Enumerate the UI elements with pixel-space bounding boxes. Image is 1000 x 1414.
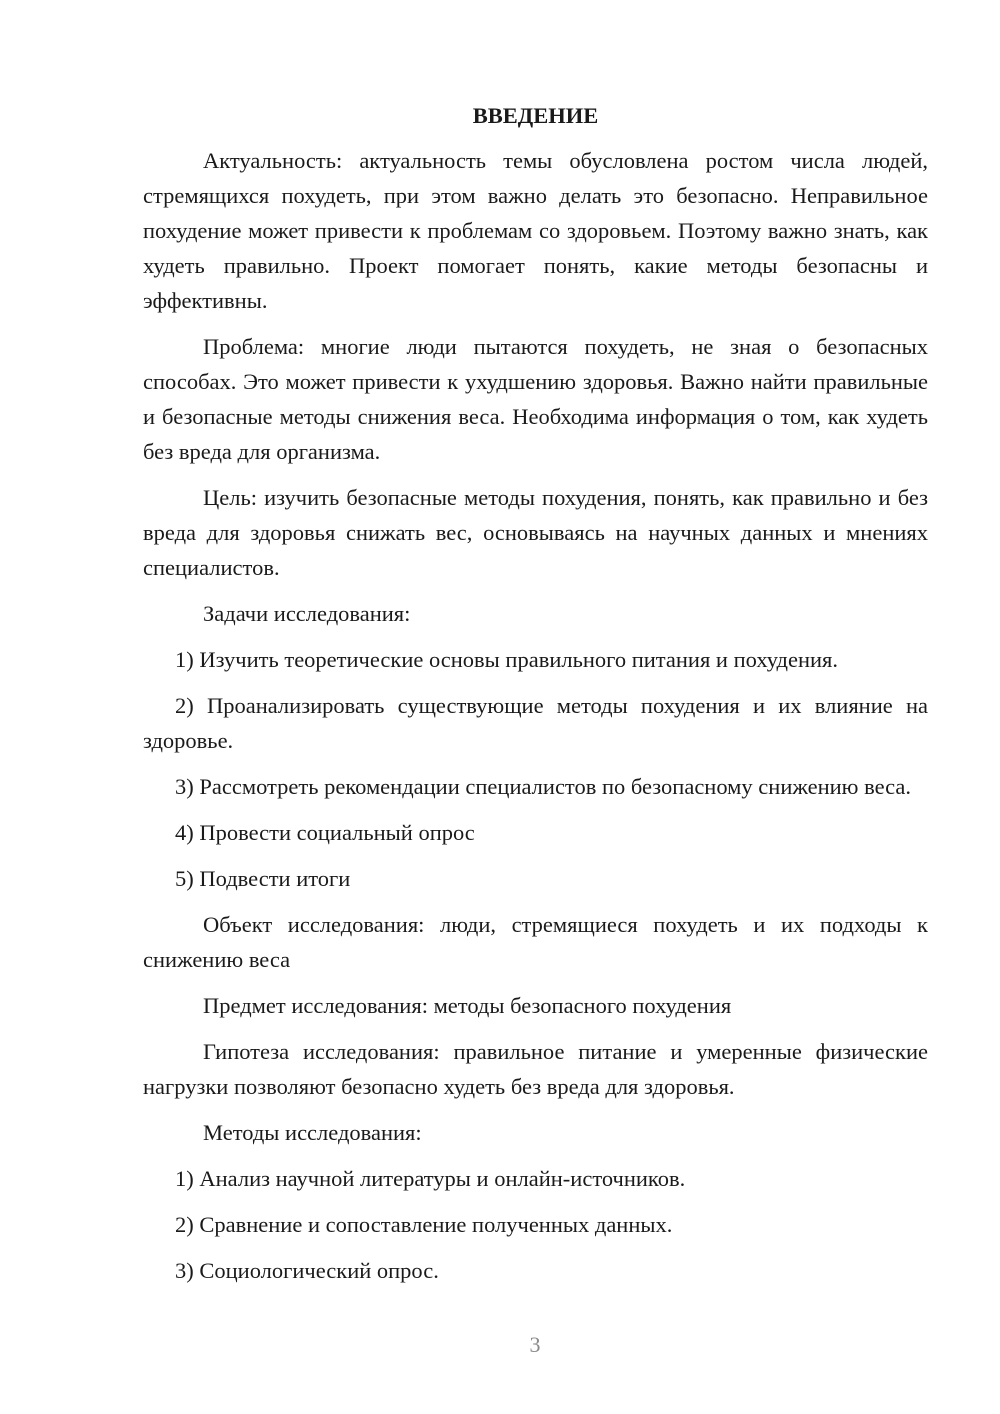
list-item-task-3: 3) Рассмотреть рекомендации специалистов по безопасному снижению веса. (175, 774, 912, 799)
paragraph-goal: Цель: изучить безопасные методы похудения, понять, как правильно и без вреда для здоровья снижать вес, основываясь на научных данных и мнениях специалистов. (143, 485, 928, 580)
list-item-task-1: 1) Изучить теоретические основы правильного питания и похудения. (175, 647, 839, 672)
paragraph-object: Объект исследования: люди, стремящиеся похудеть и их подходы к снижению веса (143, 912, 928, 972)
page-number: 3 (529, 1332, 541, 1357)
paragraph-relevance: Актуальность: актуальность темы обусловлена ростом числа людей, стремящихся похудеть, при этом важно делать это безопасно. Неправильное похудение может привести к проблемам со здоровьем. Поэтому важно знать, как худеть правильно. Проект помогает понять, какие методы безопасны и эффективны. (143, 148, 928, 313)
list-item-task-2: 2) Проанализировать существующие методы похудения и их влияние на здоровье. (143, 693, 928, 753)
list-item-method-3: 3) Социологический опрос. (175, 1258, 439, 1283)
list-item-method-1: 1) Анализ научной литературы и онлайн-источников. (175, 1166, 686, 1191)
paragraph-problem: Проблема: многие люди пытаются похудеть, не зная о безопасных способах. Это может привести к ухудшению здоровья. Важно найти правильные и безопасные методы снижения веса. Необходима информация о том, как худеть без вреда для организма. (143, 334, 928, 464)
paragraph-subject: Предмет исследования: методы безопасного похудения (203, 993, 732, 1018)
page-title: ВВЕДЕНИЕ (472, 103, 599, 128)
methods-heading: Методы исследования: (203, 1120, 422, 1145)
tasks-heading: Задачи исследования: (203, 601, 411, 626)
list-item-method-2: 2) Сравнение и сопоставление полученных данных. (175, 1212, 673, 1237)
document-page (143, 98, 928, 1299)
list-item-task-5: 5) Подвести итоги (175, 866, 351, 891)
paragraph-hypothesis: Гипотеза исследования: правильное питание и умеренные физические нагрузки позволяют безопасно худеть без вреда для здоровья. (143, 1039, 928, 1099)
list-item-task-4: 4) Провести социальный опрос (175, 820, 475, 845)
